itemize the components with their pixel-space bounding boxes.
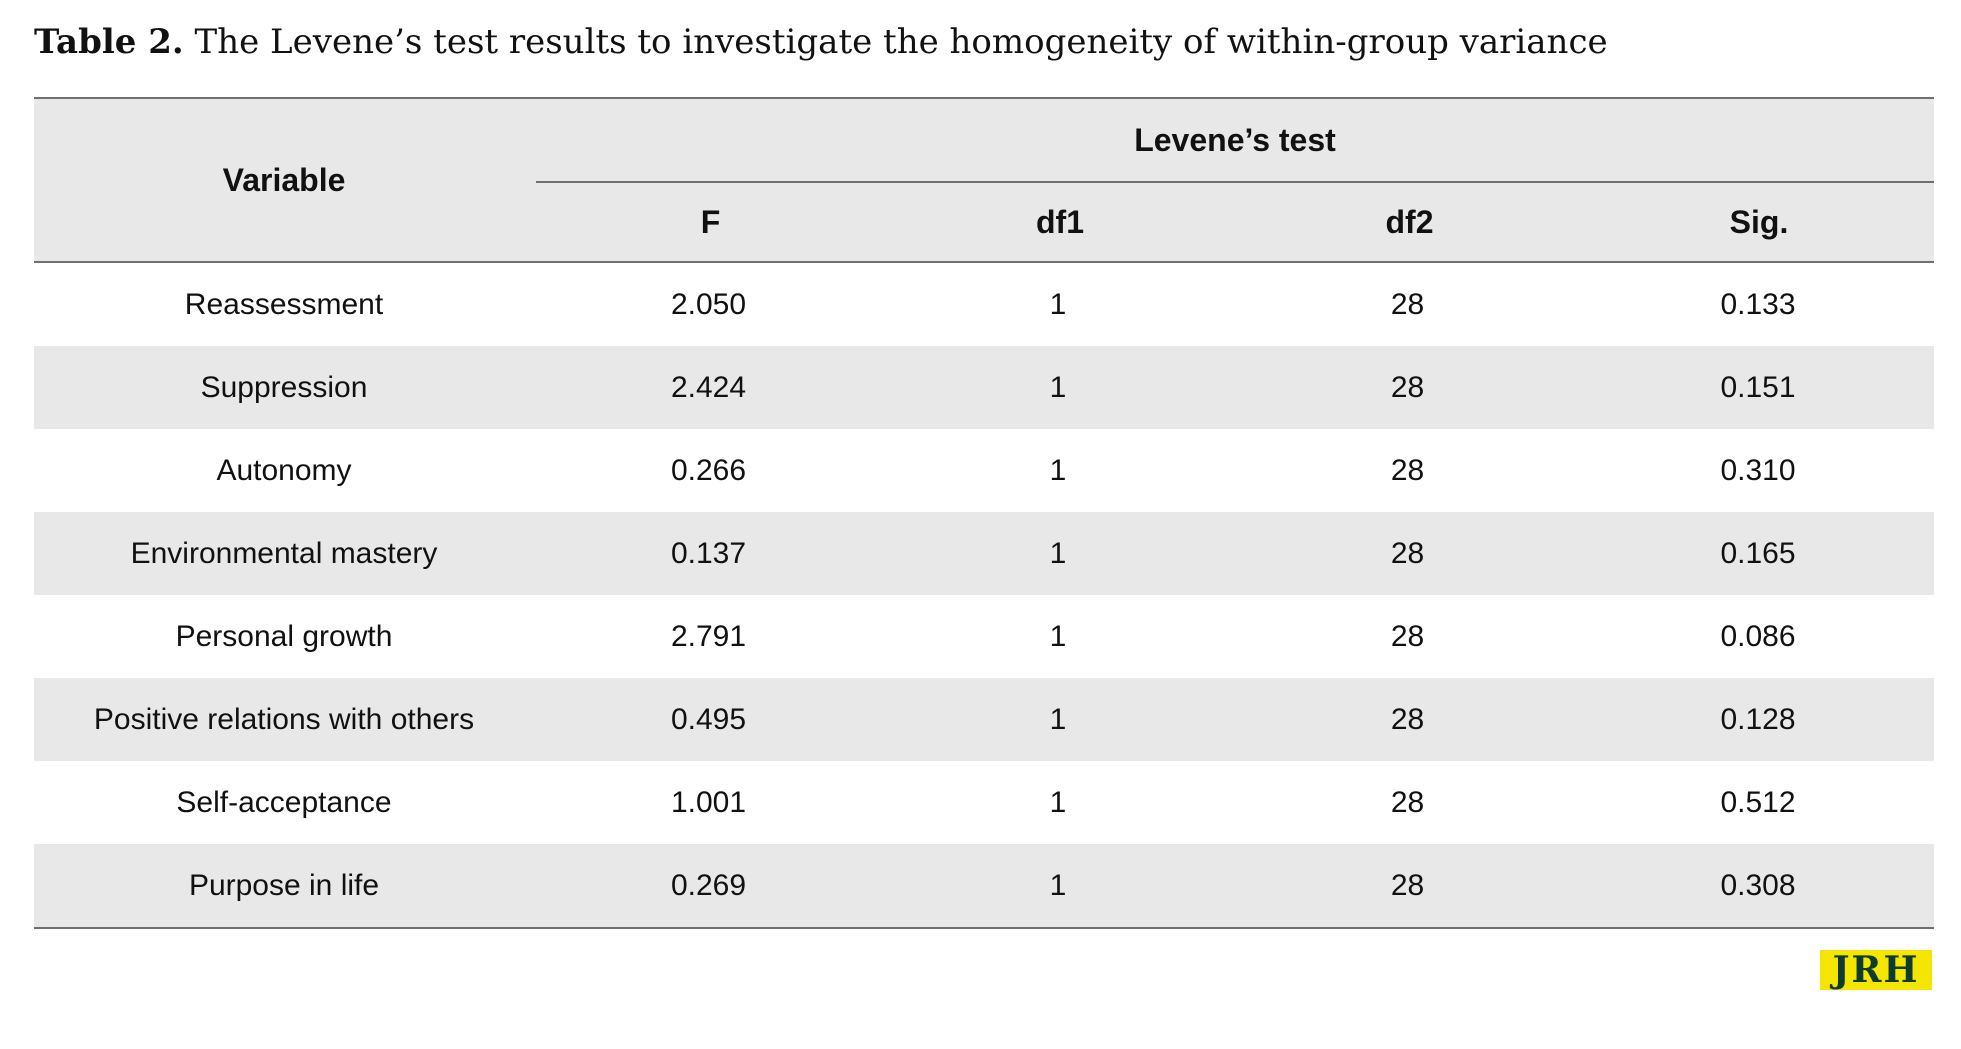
cell-variable: Environmental mastery [130,536,438,570]
cell-df1: 1 [1049,702,1067,736]
cell-variable: Purpose in life [188,868,380,902]
cell-f: 0.495 [670,702,747,736]
cell-variable: Autonomy [216,453,352,487]
cell-variable: Suppression [200,370,368,404]
table-row [34,429,1934,512]
jrh-logo: JRH [1820,950,1932,990]
cell-f: 2.424 [670,370,747,404]
table-row [34,678,1934,761]
table-row [34,595,1934,678]
header-df1: df1 [1036,203,1084,240]
cell-variable: Positive relations with others [93,702,475,736]
cell-df2: 28 [1390,702,1425,736]
cell-df2: 28 [1390,619,1425,653]
table-caption [34,20,1608,64]
cell-f: 0.137 [670,536,747,570]
cell-variable: Personal growth [175,619,393,653]
cell-df2: 28 [1390,785,1425,819]
cell-f: 2.050 [670,287,747,321]
cell-f: 2.791 [670,619,747,653]
cell-sig: 0.308 [1720,868,1796,902]
header-df2: df2 [1385,203,1434,240]
cell-df1: 1 [1049,536,1067,570]
cell-sig: 0.128 [1720,702,1796,736]
caption-text: The Levene’s test results to investigate the homogeneity of within-group variance [194,22,1608,62]
header-sig: Sig. [1729,203,1789,240]
cell-variable: Self-acceptance [176,785,392,819]
table-row [34,512,1934,595]
table-header [34,97,1934,263]
cell-df1: 1 [1049,868,1067,902]
cell-sig: 0.133 [1720,287,1796,321]
cell-df1: 1 [1049,785,1067,819]
table-row [34,761,1934,844]
header-levenes-test: Levene’s test [1134,121,1336,158]
cell-df2: 28 [1390,370,1425,404]
cell-df1: 1 [1049,287,1067,321]
cell-sig: 0.165 [1720,536,1796,570]
table-row [34,844,1934,927]
cell-f: 0.266 [670,453,747,487]
cell-sig: 0.086 [1720,619,1796,653]
cell-df2: 28 [1390,868,1425,902]
cell-sig: 0.512 [1720,785,1796,819]
cell-f: 0.269 [670,868,747,902]
cell-sig: 0.151 [1720,370,1796,404]
caption-label: Table 2. [34,22,184,62]
cell-df2: 28 [1390,536,1425,570]
cell-df2: 28 [1390,287,1425,321]
table-row [34,263,1934,346]
cell-df1: 1 [1049,619,1067,653]
cell-df1: 1 [1049,453,1067,487]
header-f: F [700,203,721,240]
table-row [34,346,1934,429]
table-bottom-rule [34,927,1934,929]
header-variable: Variable [222,161,346,198]
cell-variable: Reassessment [184,287,384,321]
levene-table [34,97,1934,929]
cell-df1: 1 [1049,370,1067,404]
cell-df2: 28 [1390,453,1425,487]
cell-sig: 0.310 [1720,453,1796,487]
cell-f: 1.001 [670,785,747,819]
